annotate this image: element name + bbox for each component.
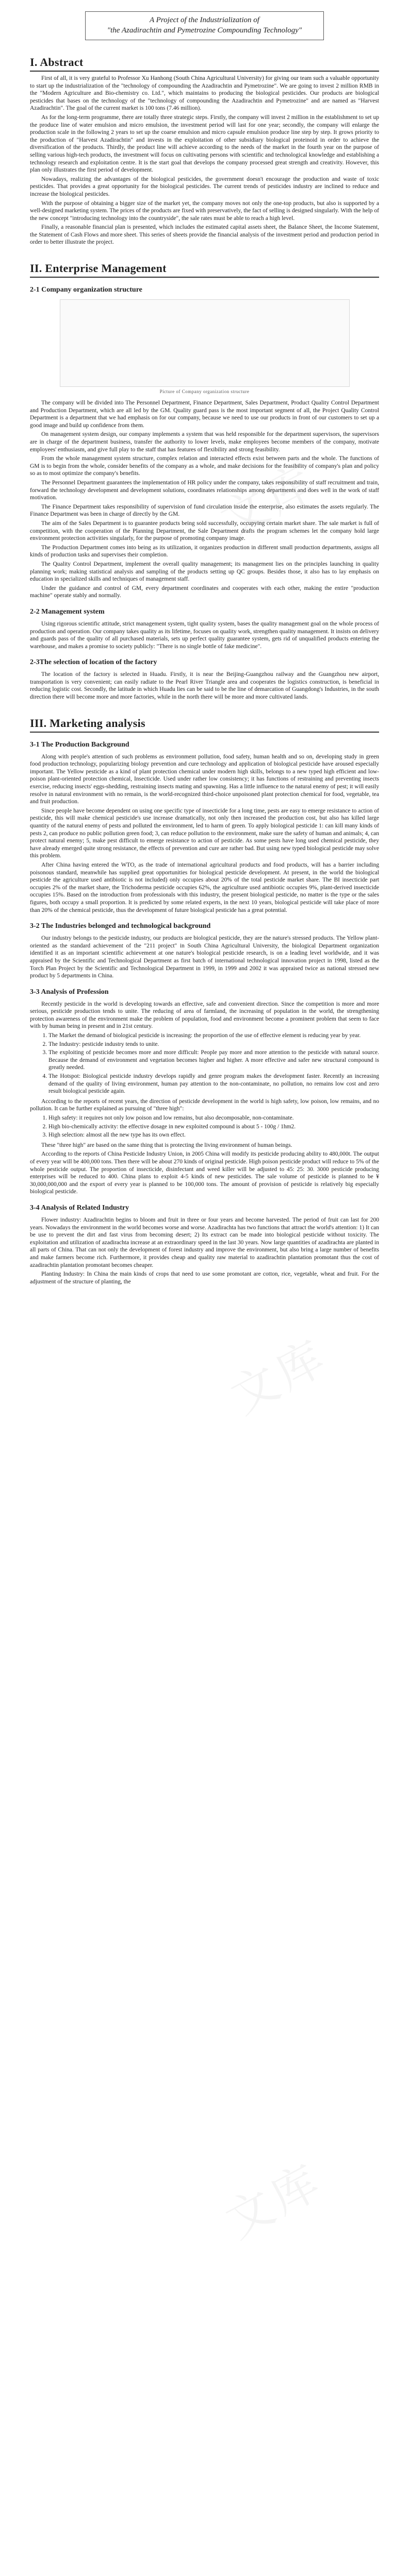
structure-paragraph: The Production Department comes into being as its utilization, it organizes production in different small production departments, assigns all kinds of production tasks and supervises their completion. [30, 544, 379, 558]
structure-heading: 2-1 Company organization structure [30, 286, 142, 294]
list-item: 3. High selection: almost all the new type has its own effect. [48, 1131, 379, 1139]
related-industry-paragraph: Flower industry: Azadirachtin begins to bloom and fruit in three or four years and become harvested. The period of fruit can last for 200 years. Nowadays the environment in the world becomes worse and worse. Azadirachta has two functions that attract the world's attention: 1) It can be use to prevent the dirt and fast virus from becoming desert; 2) Its extract can be made into biological pesticide without toxicity. The exploitation and utilization of azadirachta increase at an extraordinary speed in the last 30 years. Now large quantities of azadirachta are planted in all parts of China. That can not only the development of forest industry and improve the environment, but also bring a large number of benefits and make farmers become rich. Furthermore, it provides cheap and quality raw material to azadirachtin plantation promotant thus the cost of azadirachtin plantation promotant becomes cheaper. [30, 1216, 379, 1268]
list-item: 4. The Hotspot: Biological pesticide industry develops rapidly and genre program makes the development faster. Recently an increasing demand of the quality of living environment, human pay attention to the non-contaminate, no pollution, no remains low cost and zero result biological pesticide again. [48, 1073, 379, 1095]
related-industry-heading: 3-4 Analysis of Related Industry [30, 1204, 129, 1212]
abstract-paragraph: As for the long-term programme, there are totally three strategic steps. Firstly, the company will invest 2 million in the establishment to set up the produce line of water emulsion and micro emulsion, the investment period will last for one year; secondly, the company will enlarge the production scale in the following 2 years to set up the coarse emulsion and micro capsule emulsion produce line step by step. It grows priority to the production of "Harvest Azadirachtin" and invests in the exploitation of other subsidiary biological proteinoid in order to achieve the diversification of the products. Thirdly, the product line will achieve according to the needs of the market in the fourth year on the purpose of selling various high-tech products, the investment will focus on cultivating persons with scientific and technological knowledge and establishing a technology research and exploitation centre. It is the start goal that develops the company processed great strength and creativity. However, this plan only illustrates the first period of development. [30, 114, 379, 174]
profession-paragraph: These "three high" are based on the same thing that is protecting the living environment of human beings. [41, 1142, 292, 1148]
industry-paragraph: Our industry belongs to the pesticide industry, our products are biological pesticide, they are the nature's stressed products. The Yellow plant-oriented as the standard achievement of the "211 project" in South China Agricultural University, the biological Department organization identified it as an important scientific achievement at one nature's biological pesticide research, is on a leading level worldwide, and it was appraised by the Scientific and Technological Department as first batch of international technological innovation project in 1998, listed as the Torch Plan Project by the Scientific and Technological Department in 1999, in 1999 and 2002 it was appraised twice as national stressed new product by 5 departments in China. [30, 935, 379, 979]
management-system-paragraph: Using rigorous scientific attitude, strict management system, tight quality system, bases the quality management goal on the whole process of production and operation. Our company takes quality as its lifetime, focuses on quality work, strengthen quality management. It insists on delivery and guards pass of the quality of all purchased materials, sets up perfect quality guarantee system, gets rid of unqualified products entering the warehouse, and makes a promise to society publicly: "There is no single bottle of fake medicine". [30, 620, 379, 650]
profession-list [30, 1032, 379, 1095]
abstract-paragraph: With the purpose of obtaining a bigger size of the market yet, the company moves not only the one-top products, but also is supported by a well-designed marketing system. The prices of the products are fixed with preservatively, the fact of selling is designed singularly. With the help of the new concept "introducing technology into the countryside", the sale rates must be able to reach a high level. [30, 200, 379, 222]
organization-chart-image [60, 299, 350, 387]
profession-paragraph: According to the reports of China Pesticide Industry Union, in 2005 China will modify its pesticide producing ability to 480,000t. The output of every year will be 400,000 tons. Then there will be about 270 kinds of original pesticide. High poison pesticide product will reduce to 5% of the whole pesticide output. The proportion of insecticide, disinfectant and weed killer will be adjusted to 45: 25: 30. 3000 pesticide producing enterprises will be reduced to 400. China plans to exploit 4-5 kinds of new pesticides. The sale volume of pesticide is planned to be ¥ 30,000,000,000 and the export of every year is planned to be 100,000 tons. The amount of provision of pesticide is relatively big especially biological pesticide. [30, 1151, 379, 1195]
background-heading: 3-1 The Production Background [30, 740, 129, 749]
background-paragraph: After China having entered the WTO, as the trade of international agricultural products and food products, will has a barrier including poisonous standard, meanwhile has supplied great opportunities for biological pesticide development. At present, in the world the biological pesticide the agriculture used antibiotic is not included) only occupies about 20% of the total pesticide market share. The BI insecticide part occupies 2% of the market share, the Trichoderma pesticide occupies 62%, the agriculture used antibiotic occupies 9%, plant-derived insecticide occupies 15%. Based on the introduction from professionals with this industry, the present biological pesticide, no matter is the type or the sales figures, both occupy a small proportion. It is predicted by some related experts, in the next 10 years, biological pesticide will take place of more than 20% of the chemical pesticide, thus the development of future biological pesticide has a great potential. [30, 861, 379, 913]
abstract-heading: I. Abstract [30, 56, 379, 72]
factory-location-paragraph: The location of the factory is selected in Huadu. Firstly, it is near the Beijing-Guangzhou railway and the Guangzhou new airport, transportation is very convenient; can easily radiate to the Pearl River Triangle area and cooperates the logistics construction, is beneficial in reducing logistic cost. Secondly, the latitude in which Huadu lies can be said to be the line of demarcation of Guangdong's Industries, in the south direction there will become more and more factories, while in the north there will be more and more cultivated lands. [30, 671, 379, 701]
structure-paragraph: Under the guidance and control of GM, every department coordinates and cooperates with each other, making the entire "production machine" operate stably and normally. [30, 585, 379, 599]
structure-paragraph: The Personnel Department guarantees the implementation of HR policy under the company, takes responsibility of staff recruitment and train, forward the technology development and development solutions, coordinates relationships among departments and does well in the work of staff motivation. [30, 480, 379, 501]
structure-paragraph: On management system design, our company implements a system that was held responsible for the department supervisors, the supervisors are in charge of the department business, transfer the authority to lower levels, make employees become members of the company, motivate employees' enthusiasm, and give full play to the staff that has features of flexibility and strong feasibility. [30, 431, 379, 453]
list-item: 2. The Industry: pesticide industry tends to unite. [48, 1041, 379, 1048]
profession-paragraph: According to the reports of recent years, the direction of pesticide development in the world is high safety, low poison, low remains, and no pollution. It can be further explained as pursuing of "three high": [30, 1098, 379, 1112]
structure-paragraph: From the whole management system structure, complex relation and interacted effects exist between parts and the whole. The functions of GM is to begin from the whole, consider benefits of the company as a whole, and make decisions for the feasibility of company's plan and policy so as to most optimize the company's benefits. [30, 455, 379, 477]
background-paragraph: Along with people's attention of such problems as environment pollution, food safety, human health and so on, developing study in green food production technology, popularizing biology prevention and cure technology and application of biological pesticide have aroused especially important. The Yellow pesticide as a kind of plant protection chemical under modern high skills, belongs to a new typed high efficient and low-poison plant-oriented protection chemical, Insecticide. Used under rather low consistency; it has functions of restraining and preventing insects exercise, reducing insects' eggs-shedding, restraining insects mating and spawning. Has a little influence to the natural enemy of pest; it will easily resolve in natural environment with no remain, is the world-recognized third-choice unpoisoned plant protection chemical for food, vegetable, tea and fruit production. [30, 753, 379, 805]
abstract-paragraph: Nowadays, realizing the advantages of the biological pesticides, the government doesn't encourage the production and waste of toxic pesticides. That provides a great opportunity for the biological pesticides. The current trends of pesticides industry are inclined to reduce and increase the biological pesticides. [30, 176, 379, 197]
structure-paragraph: The company will be divided into The Personnel Department, Finance Department, Sales Department, Product Quality Control Department and Production Department, which are all led by the GM. Quality guard pass is the most important segment of all, the Project Quality Control Department is a department that we had emphasis on for our company, because we need to use our products in front of our customers to set up a good image and build up confidence from them. [30, 400, 379, 429]
abstract-paragraph: Finally, a reasonable financial plan is presented, which includes the estimated capital assets sheet, the Balance Sheet, the Income Statement, the Statement of Cash Flows and more sheet. This series of sheets provide the financial analysis of the investment period and production period in order to better illustrate the project. [30, 224, 379, 246]
structure-paragraph: The aim of the Sales Department is to guarantee products being sold successfully, occupying certain market share. The sale market is full of competition, with the cooperation of the Planning Department, the Sale Department drafts the program schemes let the company hold large environment protection activities singularly, for the purpose of promoting company image. [30, 520, 379, 542]
structure-paragraph: The Finance Department takes responsibility of supervision of fund circulation inside the enterprise, also estimates the assets regularly. The Finance Department was been in charge of directly by the GM. [30, 503, 379, 518]
industry-heading: 3-2 The Industries belonged and technological background [30, 922, 211, 930]
management-system-heading: 2-2 Management system [30, 607, 105, 616]
profession-intro: Recently pesticide in the world is developing towards an effective, safe and convenient direction. Since the competition is more and more serious, pesticide production tends to unite. The reducing of area of farmland, the increasing of population in the world, the strengthening protection awareness of the environment make the problem of population, food and environment become a prominent problem that seem to face with by human being in present and in 21st century. [30, 1001, 379, 1030]
profession-heading: 3-3 Analysis of Profession [30, 988, 109, 996]
figure-caption: Picture of Company organization structure [159, 389, 250, 395]
three-high-list [30, 1114, 379, 1139]
background-paragraph: Since people have become dependent on using one specific type of insecticide for a long time, pests are easy to emerge resistance to action of pesticide, this will make chemical pesticide's use increase dramatically, not only then increased the production cost, but also has killed large quantity of the natural enemy of pests and polluted the environment, led to harm of green. To apply biological pesticide 1: can kill many kinds of pests 2, can produce no public pollution green food; 3, can reduce pollution to the environment, make sure the safety of human and animals; 4, can protect natural enemy; 5, make pest difficult to emerge resistance to action of pesticide. As some pests have long used chemical pesticide, they have already emerged quite strong resistance, the effects of prevention and cure are rather bad. But using new typed biological pesticide may solve this problem. [30, 807, 379, 859]
list-item: 1. The Market the demand of biological pesticide is increasing: the proportion of the use of effective element is reducing year by year. [48, 1032, 379, 1040]
title-line-2: "the Azadirachtin and Pymetrozine Compounding Technology" [107, 26, 302, 35]
list-item: 1. High safety: it requires not only low poison and low remains, but also decomposable, non-contaminate. [48, 1114, 379, 1122]
title-line-1: A Project of the Industrialization of [150, 16, 259, 24]
factory-location-heading: 2-3The selection of location of the factory [30, 658, 157, 667]
structure-paragraph: The Quality Control Department, implement the overall quality management; its management lies on the principles launching in quality planning work; making statistical analysis and sampling of the products setting up QC groups. Besides those, it also has to lay emphasis on education in specialized skills and techniques of management staff. [30, 561, 379, 583]
title-box [85, 11, 324, 40]
list-item: 2. High bio-chemically activity: the effective dosage in new exploited compound is about 5 - 100g / 1hm2. [48, 1123, 379, 1131]
abstract-paragraph: First of all, it is very grateful to Professor Xu Hanhong (South China Agricultural University) for giving our team such a valuable opportunity to start up the industrialization of the "technology of compounding the Azadirachtin and Pymetrozine". We are going to invest 2 million RMB in the "Modern Agriculture and Bio-chemistry co. Ltd.", which maintains to producing the biological pesticides. Our products are biological pesticides that bases on the technology of the "technology of compounding the Azadirachtin and Pymetrozine" and are named as "Harvest Azadirachtin". The goal of the current market is 100 tons (7.46 million). [30, 75, 379, 112]
enterprise-heading: II. Enterprise Management [30, 262, 379, 278]
related-industry-paragraph: Planting Industry: In China the main kinds of crops that need to use some promotant are cotton, rice, vegetable, wheat and fruit. For the adjustment of the structure of planting, the [30, 1271, 379, 1285]
marketing-heading: III. Marketing analysis [30, 717, 379, 733]
list-item: 3. The exploiting of pesticide becomes more and more difficult: People pay more and more attention to the pesticide with natural source. Because the demand of environment and vegetation becomes higher and higher. A more effective and safer new structural compound is greatly needed. [48, 1049, 379, 1072]
